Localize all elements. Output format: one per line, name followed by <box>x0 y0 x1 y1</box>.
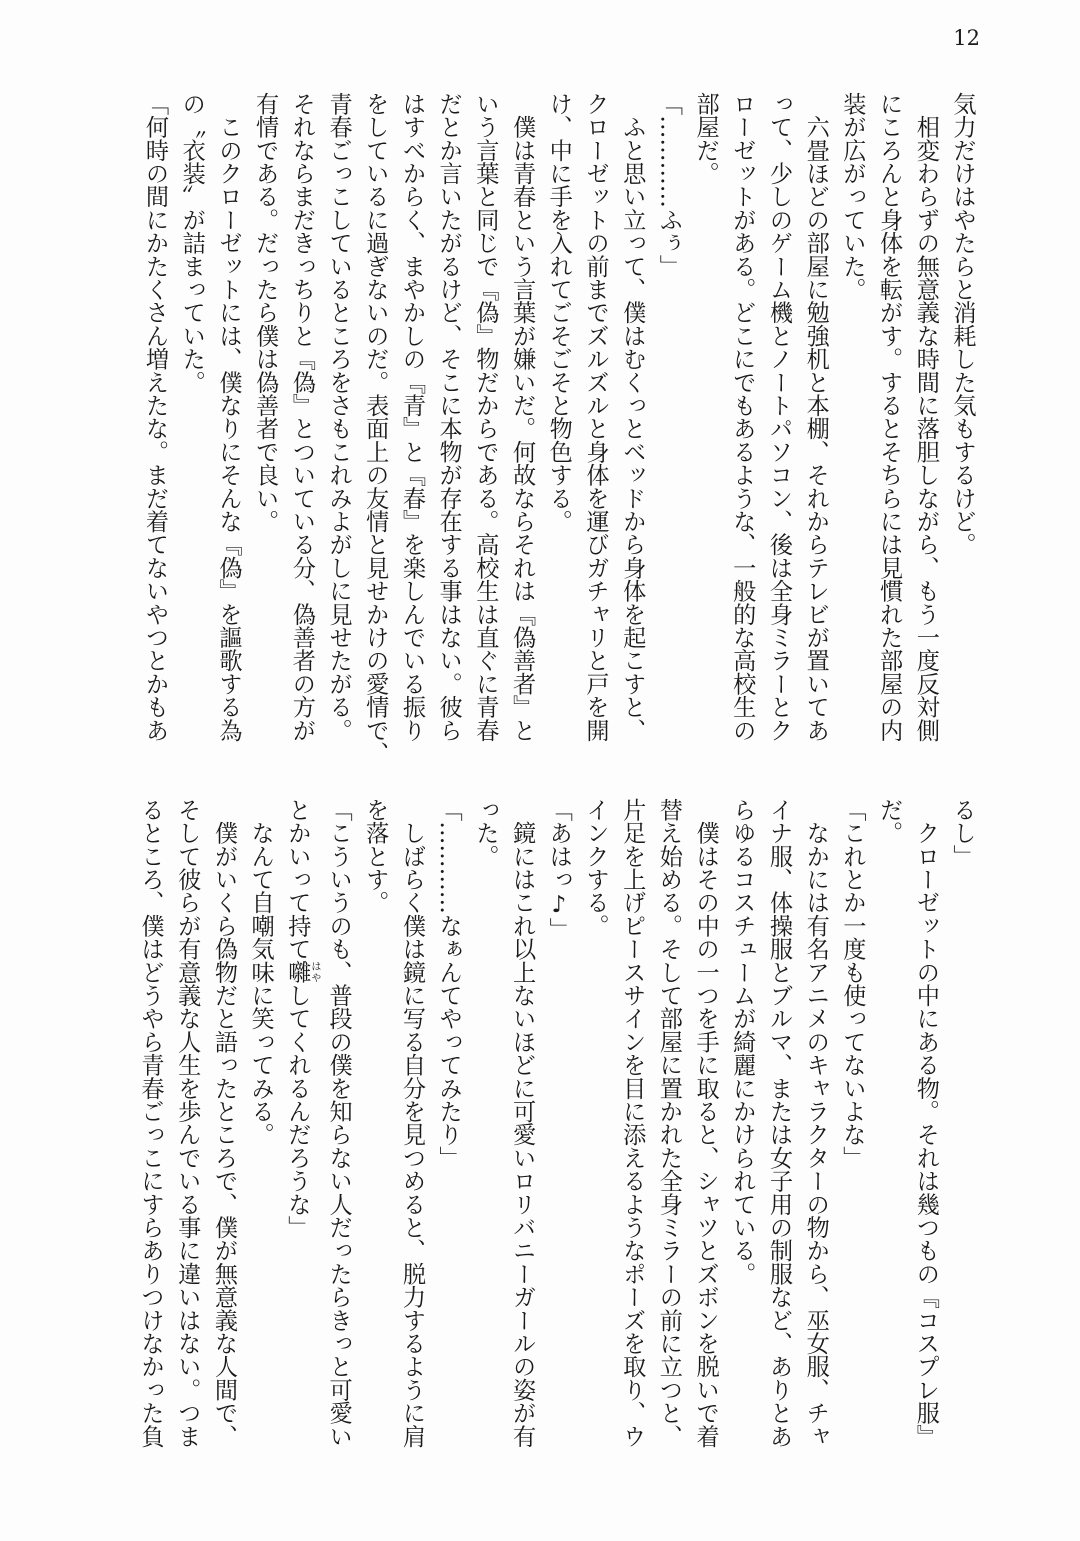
text-line: 相変わらずの無意義な時間に落胆しながら、もう一度反対側 <box>912 92 940 742</box>
text-line: 六畳ほどの部屋に勉強机と本棚、それからテレビが置いてあ <box>802 92 830 742</box>
text-line: ふと思い立って、僕はむくっとベッドから身体を起こすと、 <box>618 92 646 742</box>
text-line: 片足を上げピースサインを目に添えるようなポーズを取り、ウ <box>618 798 646 1448</box>
text-line: しばらく僕は鏡に写る自分を見つめると、脱力するように肩 <box>398 798 426 1448</box>
text-line: らゆるコスチュームが綺麗にかけられている。 <box>728 798 756 1286</box>
text-line: ローゼットがある。どこにでもあるような、一般的な高校生の <box>728 92 756 742</box>
text-line: にころんと身体を転がす。するとそちらには見慣れた部屋の内 <box>875 92 903 742</box>
text-line: はすべからく、まやかしの『青』と『春』を楽しんでいる振り <box>398 92 426 742</box>
text-line: って、少しのゲーム機とノートパソコン、後は全身ミラーとク <box>765 92 793 742</box>
text-line: クローゼットの中にある物。それは幾つもの『コスプレ服』 <box>912 798 940 1448</box>
text-line: の〝衣装〟が詰まっていた。 <box>178 92 206 394</box>
text-line: 「…………なぁんてやってみたり」 <box>435 798 463 1170</box>
text-line: だとか言いたがるけど、そこに本物が存在する事はない。彼ら <box>435 92 463 742</box>
text-line: るところ、僕はどうやら青春ごっこにすらありつけなかった負 <box>137 798 165 1448</box>
text-line: クローゼットの前までズルズルと身体を運びガチャリと戸を開 <box>581 92 609 742</box>
text-line: そして彼らが有意義な人生を歩んでいる事に違いはない。つま <box>173 798 201 1448</box>
text-line: インクする。 <box>581 798 609 938</box>
text-line: 僕がいくら偽物だと語ったところで、僕が無意義な人間で、 <box>210 798 238 1448</box>
text-block-upper <box>136 92 980 765</box>
text-line: いう言葉と同じで『偽』物だからである。高校生は直ぐに青春 <box>471 92 499 742</box>
text-line: った。 <box>471 798 499 868</box>
text-line: るし」 <box>949 798 976 868</box>
text-line: だ。 <box>875 798 903 845</box>
text-line: 僕は青春という言葉が嫌いだ。何故ならそれは『偽善者』と <box>508 92 536 742</box>
text-line: 「…………ふぅ」 <box>655 92 683 278</box>
text-line: 装が広がっていた。 <box>838 92 866 301</box>
text-line: なんて自嘲気味に笑ってみる。 <box>247 798 275 1146</box>
ruby-base: 囃 <box>283 960 311 984</box>
text-line: 「あはっ♪」 <box>545 798 573 941</box>
text-line: をしているに過ぎないのだ。表面上の友情と見せかけの愛情で、 <box>361 92 389 765</box>
text-line: 青春ごっこしているところをさもこれみよがしに見せたがる。 <box>325 92 353 742</box>
text-line: 有情である。だったら僕は偽善者で良い。 <box>251 92 279 533</box>
text-line: なかには有名アニメのキャラクターの物から、巫女服、チャ <box>802 798 830 1448</box>
text-line: 「こういうのも、普段の僕を知らない人だったらきっと可愛い <box>325 798 353 1448</box>
text-line: 「何時の間にかたくさん増えたな。まだ着てないやつとかもあ <box>141 92 169 742</box>
text-line: このクローゼットには、僕なりにそんな『偽』を謳歌する為 <box>214 92 242 742</box>
text-line: 鏡にはこれ以上ないほどに可愛いロリバニーガールの姿が有 <box>508 798 536 1448</box>
text-segment: してくれるんだろうな」 <box>283 983 311 1239</box>
text-line: イナ服、体操服とブルマ、または女子用の制服など、ありとあ <box>765 798 793 1448</box>
text-block-lower <box>131 798 980 1468</box>
text-segment: とかいって持て <box>283 798 311 961</box>
text-line: け、中に手を入れてごそごそと物色する。 <box>545 92 573 533</box>
text-line: 気力だけはやたらと消耗した気もするけど。 <box>949 92 976 556</box>
text-line: 部屋だ。 <box>692 92 720 185</box>
text-line: 替え始める。そして部屋に置かれた全身ミラーの前に立つと、 <box>655 798 683 1448</box>
ruby-annotation <box>283 960 320 984</box>
page-number: 12 <box>953 26 980 50</box>
text-line <box>278 798 319 1468</box>
text-line: 僕はその中の一つを手に取ると、シャツとズボンを脱いで着 <box>692 798 720 1448</box>
text-line: を落とす。 <box>361 798 389 914</box>
ruby-text: はや <box>308 960 320 984</box>
text-line: それならまだきっちりと『偽』とついている分、偽善者の方が <box>288 92 316 742</box>
text-line: 「これとか一度も使ってないよな」 <box>838 798 866 1170</box>
